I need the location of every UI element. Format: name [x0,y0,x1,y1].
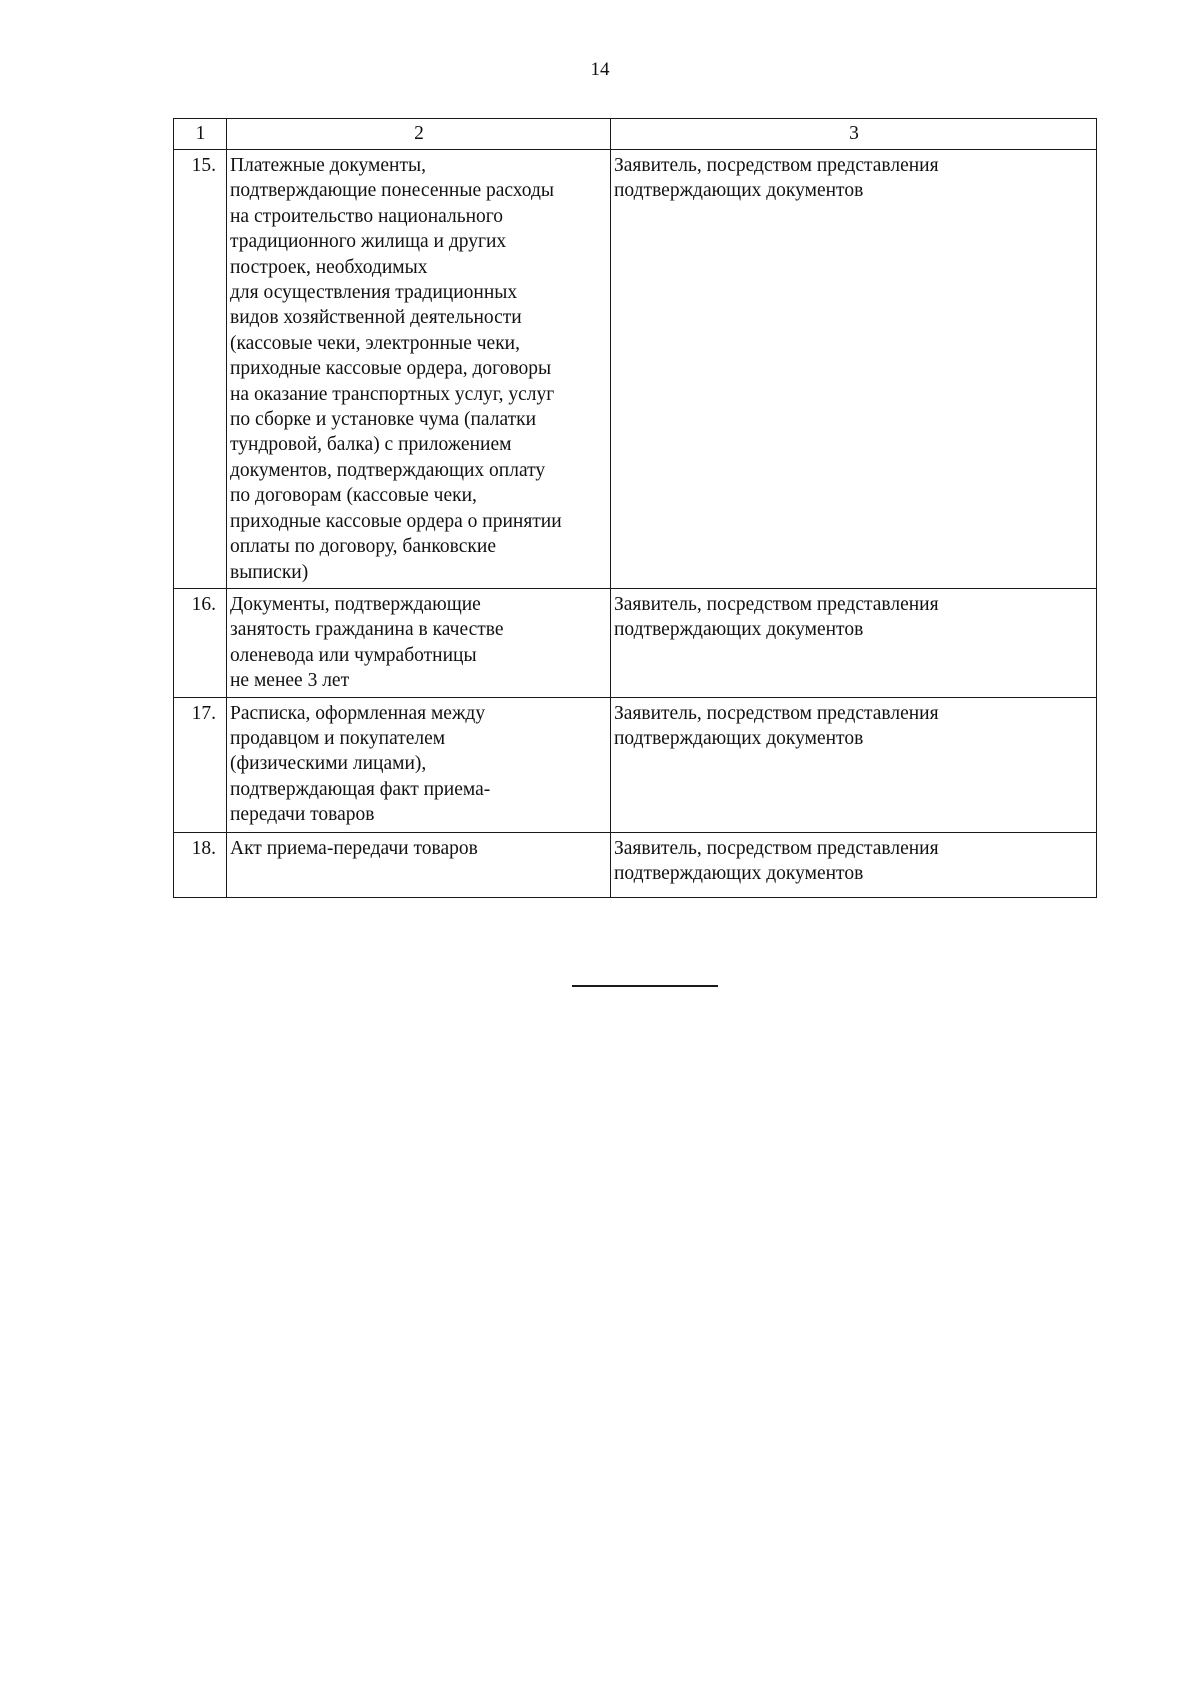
document-line: подтверждающая факт приема- [230,778,491,800]
source-cell [611,832,1097,897]
source-line: Заявитель, посредством представления [614,155,939,176]
document-line: приходные кассовые ордера, договоры [230,358,552,380]
document-line: тундровой, балка) с приложением [230,434,512,456]
table-row [174,832,1097,897]
document-line: по сборке и установке чума (палатки [230,409,537,431]
document-line: (кассовые чеки, электронные чеки, [230,332,520,354]
document-line: не менее 3 лет [230,670,350,692]
document-line: Расписка, оформленная между [230,702,486,724]
document-line: выписки) [230,561,309,583]
source-line: подтверждающих документов [614,619,864,641]
row-number: 18. [174,832,227,897]
document-cell [227,832,611,897]
end-of-document-rule [572,985,718,987]
source-line: подтверждающих документов [614,862,864,884]
document-line: по договорам (кассовые чеки, [230,485,477,507]
source-line: Заявитель, посредством представления [614,593,939,615]
column-header-source: 3 [611,119,1097,150]
column-header-document: 2 [227,119,611,150]
document-line: продавцом и покупателем [230,727,446,749]
document-line: на строительство национального [230,205,504,227]
source-line: Заявитель, посредством представления [614,702,939,724]
document-cell [227,697,611,832]
table-row [174,150,1097,589]
source-line: Заявитель, посредством представления [614,837,939,859]
document-line: документов, подтверждающих оплату [230,459,546,481]
document-line: Документы, подтверждающие [230,593,481,615]
document-line: передачи товаров [230,804,375,826]
document-line: подтверждающие понесенные расходы [230,180,554,202]
table-row [174,697,1097,832]
source-line: подтверждающих документов [614,727,864,749]
document-line: Акт приема-передачи товаров [230,837,478,859]
document-line: (физическими лицами), [230,753,427,775]
source-cell [611,150,1097,589]
document-line: традиционного жилища и других [230,231,507,253]
table-header-row [174,119,1097,150]
document-line: для осуществления традиционных [230,282,518,304]
documents-table [173,118,1097,898]
document-line: видов хозяйственной деятельности [230,307,522,329]
table-row [174,588,1097,697]
source-cell [611,588,1097,697]
source-line: подтверждающих документов [614,180,864,202]
document-line: приходные кассовые ордера о принятии [230,510,562,532]
page-number: 14 [590,59,610,80]
document-cell [227,150,611,589]
document-line: на оказание транспортных услуг, услуг [230,383,555,405]
document-line: построек, необходимых [230,256,428,278]
document-line: Платежные документы, [230,155,426,176]
row-number: 16. [174,588,227,697]
source-cell [611,697,1097,832]
row-number: 17. [174,697,227,832]
document-line: занятость гражданина в качестве [230,619,504,641]
document-line: оленевода или чумработницы [230,644,477,666]
document-line: оплаты по договору, банковские [230,536,496,558]
column-header-number: 1 [174,119,227,150]
document-cell [227,588,611,697]
row-number: 15. [174,150,227,589]
